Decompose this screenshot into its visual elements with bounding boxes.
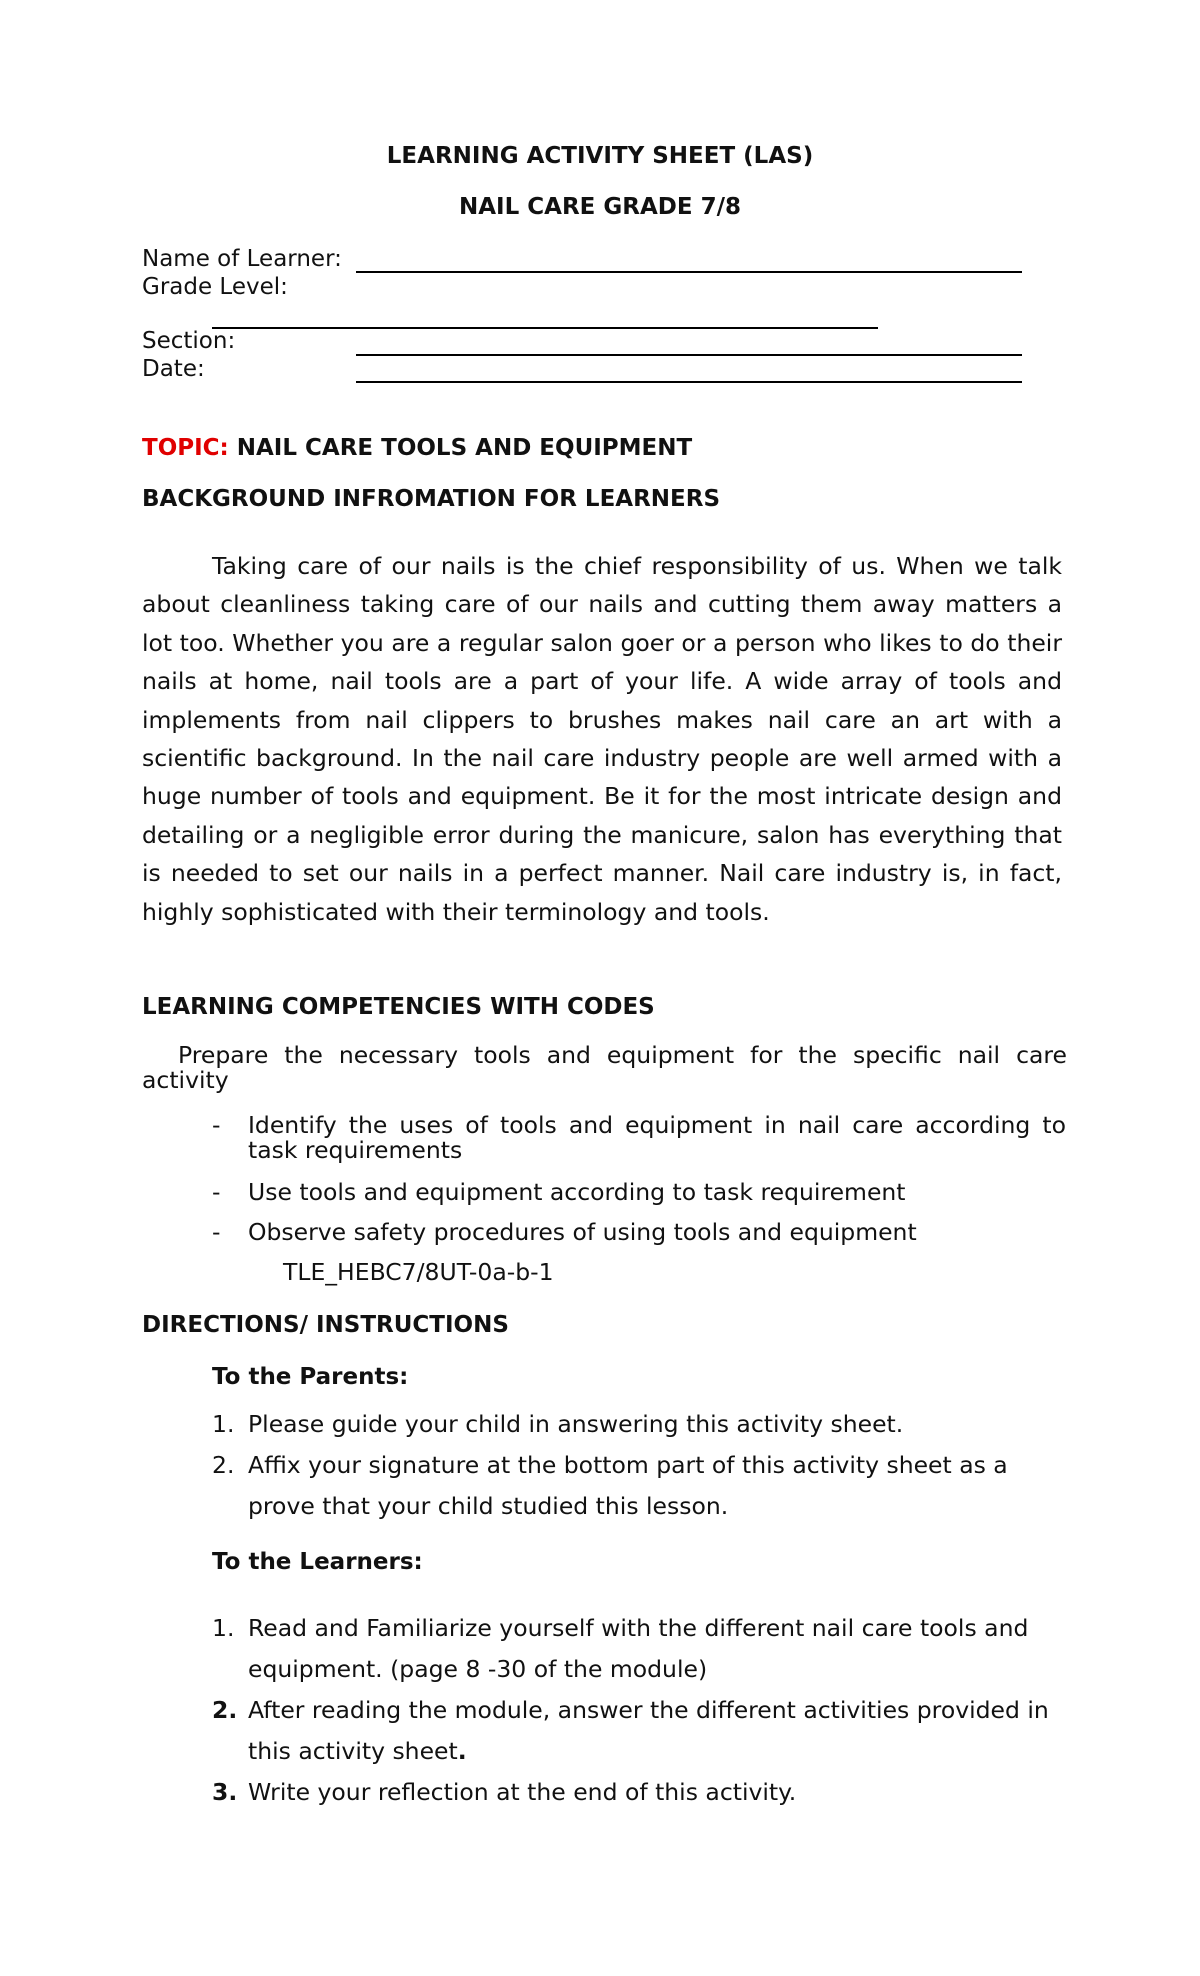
section-line[interactable]	[356, 354, 1022, 356]
parents-marker-1: 1.	[212, 1410, 235, 1438]
parents-marker-2: 2.	[212, 1451, 235, 1479]
learners-item-2-period: .	[457, 1737, 467, 1765]
learners-marker-1: 1.	[212, 1614, 235, 1642]
competency-item-1: Identify the uses of tools and equipment in nail care according to task requirements	[248, 1111, 1066, 1164]
learners-marker-2: 2.	[212, 1696, 238, 1724]
competency-item-2: Use tools and equipment according to task requirement	[248, 1178, 906, 1206]
learners-item-2-text: After reading the module, answer the different activities provided in this activity sheet	[248, 1696, 1049, 1765]
section-label: Section:	[142, 328, 236, 354]
document-subtitle: NAIL CARE GRADE 7/8	[459, 194, 741, 220]
name-of-learner-label: Name of Learner:	[142, 246, 342, 272]
topic-text: NAIL CARE TOOLS AND EQUIPMENT	[236, 435, 693, 461]
competencies-heading: LEARNING COMPETENCIES WITH CODES	[142, 994, 655, 1020]
learners-item-2	[248, 1690, 1068, 1772]
date-label: Date:	[142, 356, 205, 382]
competency-code: TLE_HEBC7/8UT-0a-b-1	[283, 1258, 554, 1286]
parents-item-1: Please guide your child in answering this activity sheet.	[248, 1410, 904, 1438]
learners-item-1: Read and Familiarize yourself with the different nail care tools and equipment. (page 8 -30 of the module)	[248, 1614, 1029, 1683]
background-paragraph: Taking care of our nails is the chief responsibility of us. When we talk about cleanliness taking care of our nails and cutting them away matters a lot too. Whether you are a regular salon goer or a person who likes to do their nails at home, nail tools are a part of your life. A wide array of tools and implements from nail clippers to brushes makes nail care an art with a scientific background. In the nail care industry people are well armed with a huge number of tools and equipment. Be it for the most intricate design and detailing or a negligible error during the manicure, salon has everything that is needed to set our nails in a perfect manner. Nail care industry is, in fact, highly sophisticated with their terminology and tools.	[142, 552, 1062, 926]
grade-level-label: Grade Level:	[142, 274, 288, 300]
competency-item-3: Observe safety procedures of using tools and equipment	[248, 1218, 917, 1246]
learners-heading: To the Learners:	[212, 1549, 423, 1575]
topic-heading	[142, 435, 692, 461]
competencies-intro: Prepare the necessary tools and equipment for the specific nail care activity	[142, 1041, 1067, 1094]
grade-level-line[interactable]	[212, 327, 878, 329]
name-of-learner-line[interactable]	[356, 271, 1022, 273]
parents-item-2: Affix your signature at the bottom part of this activity sheet as a prove that your child studied this lesson.	[248, 1451, 1008, 1520]
learners-marker-3: 3.	[212, 1778, 238, 1806]
competency-dash-2: -	[212, 1178, 221, 1206]
background-heading: BACKGROUND INFROMATION FOR LEARNERS	[142, 486, 721, 512]
competency-dash-3: -	[212, 1218, 221, 1246]
parents-heading: To the Parents:	[212, 1364, 409, 1390]
directions-heading: DIRECTIONS/ INSTRUCTIONS	[142, 1312, 509, 1338]
learners-item-3: Write your reflection at the end of this activity.	[248, 1778, 797, 1806]
competency-dash-1: -	[212, 1111, 221, 1139]
document-title: LEARNING ACTIVITY SHEET (LAS)	[386, 143, 814, 169]
date-line[interactable]	[356, 381, 1022, 383]
topic-label: TOPIC:	[142, 435, 229, 461]
